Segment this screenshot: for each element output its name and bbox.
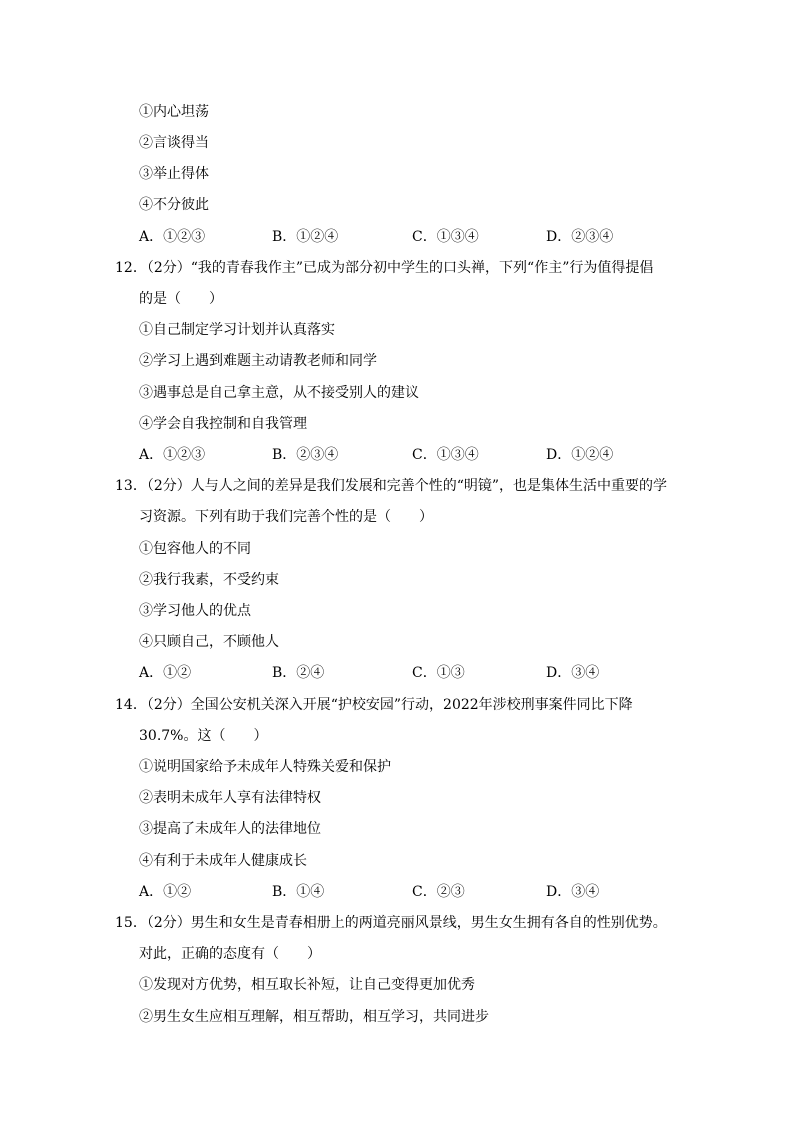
q15-option-1: ①发现对方优势，相互取长补短，让自己变得更加优秀 [139,977,475,993]
q12-choice-b[interactable]: B．②③④ [272,447,339,463]
q12-stem-line-1: 12．（2分）“我的青春我作主”已成为部分初中学生的口头禅，下列“作主”行为值得提倡 [115,260,654,276]
q11-option-4: ④不分彼此 [139,197,209,213]
q12-option-4: ④学会自我控制和自我管理 [139,416,307,432]
q14-choice-a[interactable]: A．①② [139,884,192,900]
q13-choice-d[interactable]: D．③④ [546,665,600,681]
q12-choice-a[interactable]: A．①②③ [139,447,206,463]
q12-choice-c[interactable]: C．①③④ [412,447,479,463]
q14-choices [139,883,659,901]
q11-choice-c[interactable]: C．①③④ [412,229,479,245]
q14-option-1: ①说明国家给予未成年人特殊关爱和保护 [139,759,391,775]
q14-stem-line-1: 14．（2分）全国公安机关深入开展“护校安园”行动，2022年涉校刑事案件同比下降 [115,697,633,713]
q12-choices [139,446,659,464]
q12-stem-line-2: 的是（ ） [139,291,223,307]
q13-option-4: ④只顾自己，不顾他人 [139,634,279,650]
q12-option-1: ①自己制定学习计划并认真落实 [139,322,335,338]
q11-choices [139,228,659,246]
q13-option-3: ③学习他人的优点 [139,603,251,619]
q14-choice-d[interactable]: D．③④ [546,884,600,900]
q14-option-2: ②表明未成年人享有法律特权 [139,790,321,806]
q13-choice-a[interactable]: A．①② [139,665,192,681]
q11-choice-d[interactable]: D．②③④ [546,229,614,245]
q12-choice-d[interactable]: D．①②④ [546,447,614,463]
q13-option-2: ②我行我素，不受约束 [139,572,279,588]
q11-choice-b[interactable]: B．①②④ [272,229,339,245]
q14-stem-line-2: 30.7%。这（ ） [139,728,268,744]
q11-option-1: ①内心坦荡 [139,104,209,120]
q13-choices [139,664,659,682]
q13-option-1: ①包容他人的不同 [139,541,251,557]
q14-option-4: ④有利于未成年人健康成长 [139,853,307,869]
q14-choice-b[interactable]: B．①④ [272,884,325,900]
q13-choice-c[interactable]: C．①③ [412,665,465,681]
q14-option-3: ③提高了未成年人的法律地位 [139,821,321,837]
q12-option-3: ③遇事总是自己拿主意，从不接受别人的建议 [139,385,419,401]
q15-stem-line-2: 对此，正确的态度有（ ） [139,946,321,962]
q11-option-2: ②言谈得当 [139,135,209,151]
q14-choice-c[interactable]: C．②③ [412,884,465,900]
q11-option-3: ③举止得体 [139,166,209,182]
q13-stem-line-2: 习资源。下列有助于我们完善个性的是（ ） [139,509,433,525]
q15-option-2: ②男生女生应相互理解，相互帮助，相互学习，共同进步 [139,1009,489,1025]
q15-stem-line-1: 15．（2分）男生和女生是青春相册上的两道亮丽风景线，男生女生拥有各自的性别优势。 [115,915,667,931]
q13-choice-b[interactable]: B．②④ [272,665,325,681]
q11-choice-a[interactable]: A．①②③ [139,229,206,245]
q13-stem-line-1: 13．（2分）人与人之间的差异是我们发展和完善个性的“明镜”，也是集体生活中重要的学 [115,478,668,494]
q12-option-2: ②学习上遇到难题主动请教老师和同学 [139,353,377,369]
